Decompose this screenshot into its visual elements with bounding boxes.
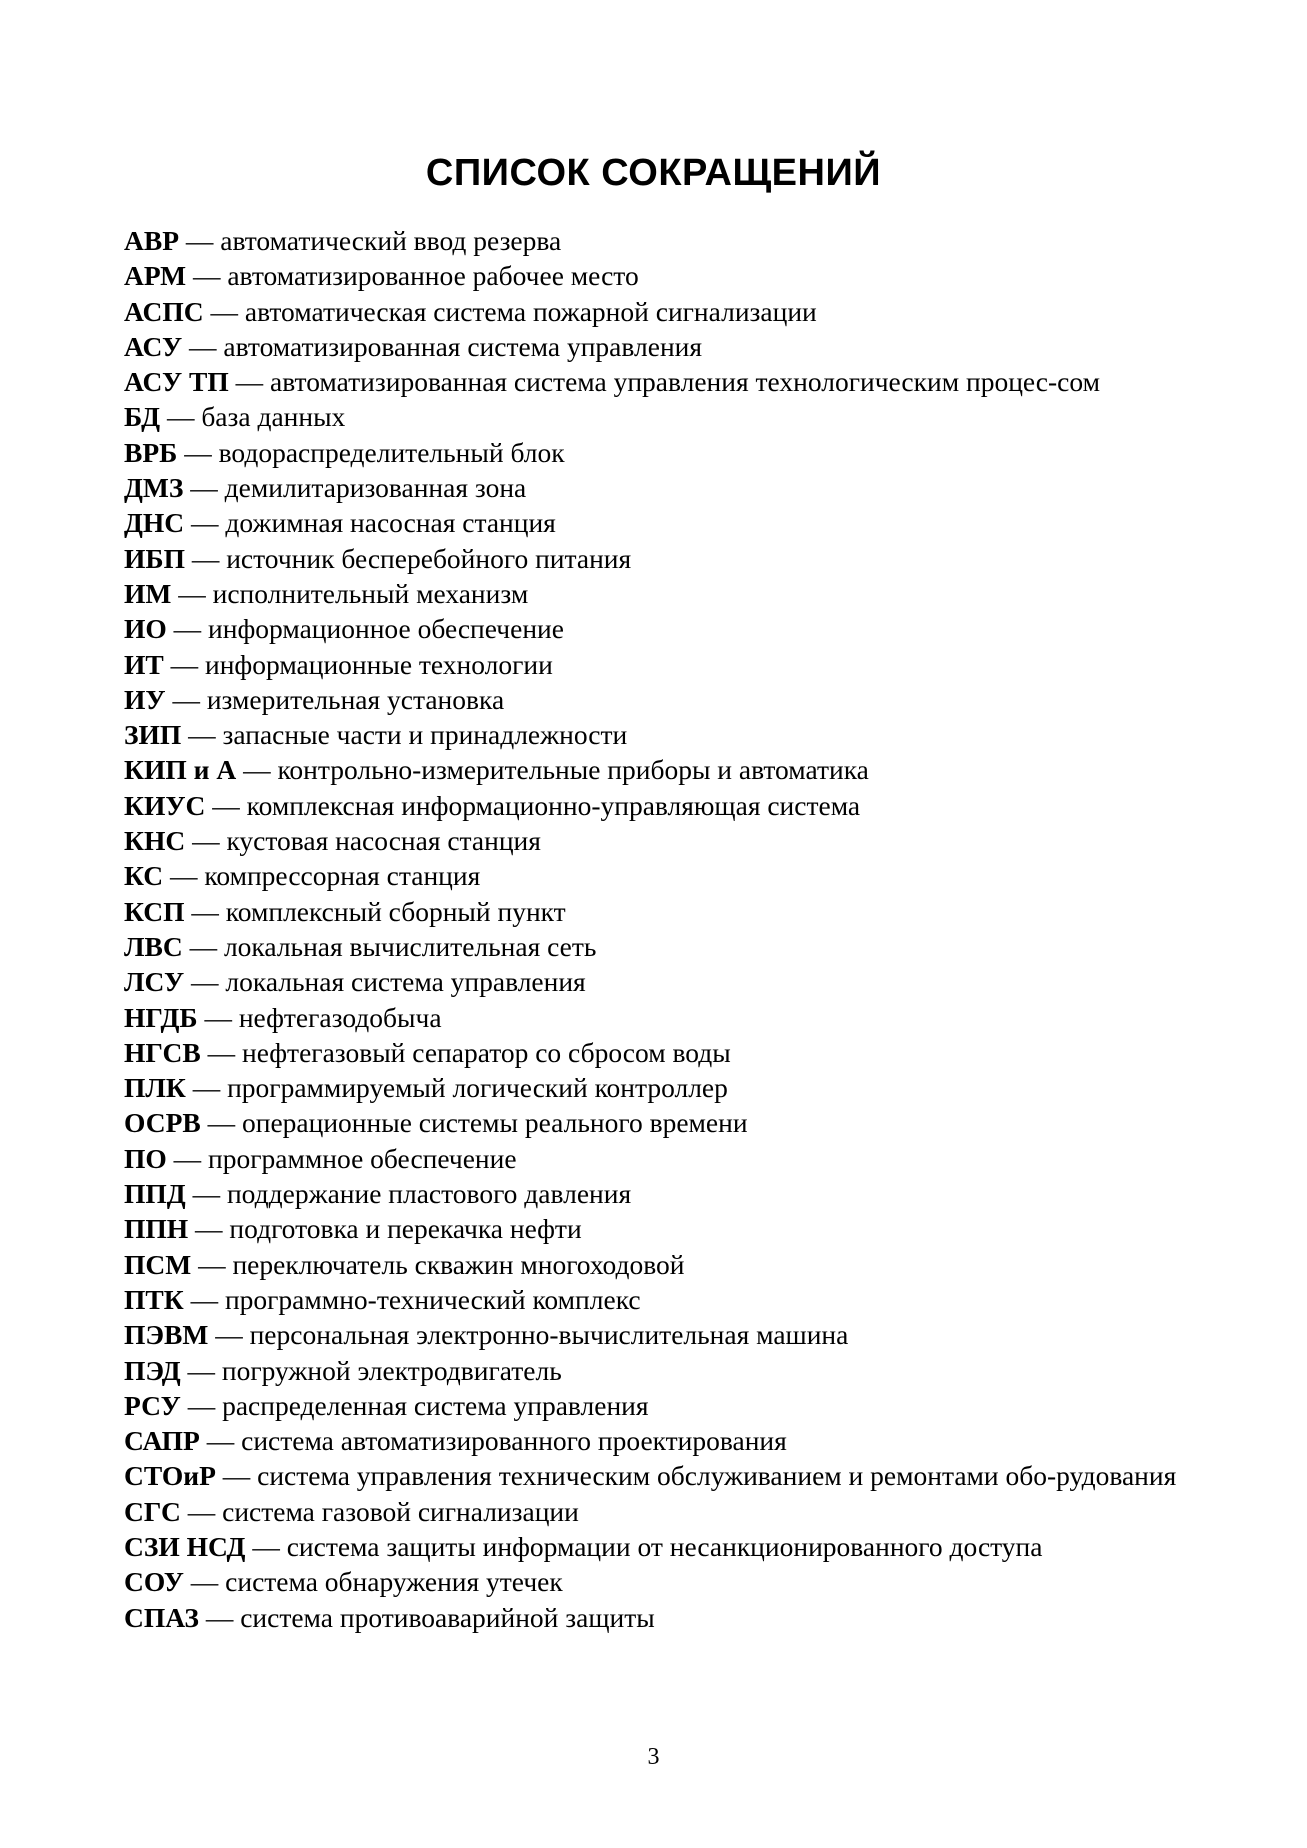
abbreviation-term: ЗИП — [124, 719, 182, 751]
page-number: 3 — [647, 1744, 660, 1770]
abbreviation-term: ОСРВ — [124, 1107, 201, 1139]
em-dash-separator: — — [182, 330, 224, 362]
abbreviation-definition: операционные системы реального времени — [241, 1107, 748, 1139]
em-dash-separator: — — [197, 1001, 239, 1033]
abbreviation-definition: демилитаризованная зона — [224, 472, 527, 504]
abbreviation-definition: автоматизированное рабочее место — [227, 260, 639, 292]
em-dash-separator: — — [179, 225, 221, 256]
abbreviation-list — [124, 223, 1184, 1635]
abbreviation-entry — [124, 1070, 1184, 1105]
abbreviation-definition: программное обеспечение — [208, 1142, 517, 1174]
em-dash-separator: — — [199, 1425, 242, 1457]
abbreviation-entry — [124, 1494, 1184, 1529]
abbreviation-entry — [124, 682, 1184, 717]
abbreviation-term: ПЭВМ — [124, 1319, 209, 1351]
abbreviation-entry — [124, 470, 1184, 505]
abbreviation-term: КС — [124, 860, 164, 892]
abbreviation-definition: информационное обеспечение — [208, 613, 564, 645]
abbreviation-definition: система автоматизированного проектирования — [241, 1425, 787, 1457]
abbreviation-definition: автоматизированная система управления — [223, 330, 703, 362]
abbreviation-term: НГДБ — [124, 1001, 198, 1033]
abbreviation-definition: компрессорная станция — [204, 860, 481, 892]
em-dash-separator: — — [180, 1495, 223, 1527]
abbreviation-definition: автоматическая система пожарной сигнализации — [244, 295, 817, 327]
abbreviation-definition: запасные части и принадлежности — [222, 719, 628, 751]
abbreviation-entry — [124, 1564, 1184, 1599]
abbreviation-term: СПАЗ — [124, 1601, 199, 1633]
em-dash-separator: — — [184, 895, 226, 927]
abbreviation-entry — [124, 1211, 1184, 1246]
abbreviation-term: ЛВС — [124, 930, 183, 962]
em-dash-separator: — — [185, 825, 227, 857]
abbreviation-entry — [124, 1000, 1184, 1035]
em-dash-separator: — — [163, 648, 205, 680]
abbreviation-entry — [124, 1458, 1184, 1493]
abbreviation-definition: программируемый логический контроллер — [227, 1072, 728, 1104]
abbreviation-term: СОУ — [124, 1566, 184, 1598]
abbreviation-entry — [124, 329, 1184, 364]
abbreviation-definition: кустовая насосная станция — [226, 825, 541, 857]
em-dash-separator: — — [182, 930, 224, 962]
abbreviation-entry — [124, 223, 1184, 258]
em-dash-separator: — — [200, 1107, 242, 1139]
em-dash-separator: — — [185, 1072, 228, 1104]
em-dash-separator: — — [166, 1142, 209, 1174]
em-dash-separator: — — [180, 1389, 223, 1421]
abbreviation-term: ВРБ — [124, 436, 178, 468]
abbreviation-entry — [124, 399, 1184, 434]
em-dash-separator: — — [183, 1566, 226, 1598]
abbreviation-definition: контрольно-измерительные приборы и автоматика — [277, 754, 869, 786]
em-dash-separator: — — [184, 966, 226, 998]
em-dash-separator: — — [186, 260, 228, 292]
abbreviation-term: ИТ — [124, 648, 164, 680]
abbreviation-definition: комплексная информационно-управляющая система — [246, 789, 861, 821]
abbreviation-definition: нефтегазодобыча — [238, 1001, 442, 1033]
abbreviation-term: ПЛК — [124, 1072, 186, 1104]
abbreviation-term: ПСМ — [124, 1248, 192, 1280]
abbreviation-term: ЛСУ — [124, 966, 185, 998]
abbreviation-term: ДМЗ — [124, 472, 184, 504]
em-dash-separator: — — [200, 1036, 242, 1068]
abbreviation-entry — [124, 717, 1184, 752]
em-dash-separator: — — [205, 789, 247, 821]
abbreviation-term: АСУ ТП — [124, 366, 229, 398]
abbreviation-term: АВР — [124, 225, 179, 256]
abbreviation-definition: источник бесперебойного питания — [226, 542, 632, 574]
abbreviation-term: ППД — [124, 1178, 186, 1210]
abbreviation-term: РСУ — [124, 1389, 181, 1421]
abbreviation-term: АСУ — [124, 330, 183, 362]
abbreviation-term: ИО — [124, 613, 167, 645]
abbreviation-definition: комплексный сборный пункт — [225, 895, 566, 927]
abbreviation-entry — [124, 435, 1184, 470]
abbreviation-definition: локальная система управления — [225, 966, 586, 998]
em-dash-separator: — — [181, 719, 223, 751]
em-dash-separator: — — [184, 542, 227, 574]
abbreviation-entry — [124, 1035, 1184, 1070]
abbreviation-definition: информационные технологии — [204, 648, 553, 680]
abbreviation-entry — [124, 576, 1184, 611]
abbreviation-entry — [124, 823, 1184, 858]
em-dash-separator: — — [183, 472, 225, 504]
em-dash-separator: — — [160, 401, 202, 433]
abbreviation-entry — [124, 752, 1184, 787]
abbreviation-definition: автоматизированная система управления технологическим процес-сом — [270, 366, 1100, 398]
em-dash-separator: — — [183, 1283, 225, 1315]
em-dash-separator: — — [165, 683, 207, 715]
abbreviation-term: БД — [124, 401, 161, 433]
abbreviation-definition: система защиты информации от несанкционированного доступа — [286, 1530, 1043, 1562]
abbreviation-term: ДНС — [124, 507, 185, 539]
em-dash-separator: — — [166, 613, 209, 645]
abbreviation-entry — [124, 894, 1184, 929]
em-dash-separator: — — [245, 1530, 287, 1562]
abbreviation-entry — [124, 788, 1184, 823]
page-title: СПИСОК СОКРАЩЕНИЙ — [425, 152, 882, 194]
abbreviation-entry — [124, 858, 1184, 893]
abbreviation-term: СТОиР — [124, 1460, 216, 1492]
abbreviation-term: ПТК — [124, 1283, 184, 1315]
abbreviation-term: СГС — [124, 1495, 181, 1527]
abbreviation-entry — [124, 1317, 1184, 1352]
abbreviation-definition: нефтегазовый сепаратор со сбросом воды — [241, 1036, 731, 1068]
em-dash-separator: — — [171, 577, 213, 609]
abbreviation-entry — [124, 1353, 1184, 1388]
abbreviation-entry — [124, 1141, 1184, 1176]
abbreviation-term: ПЭД — [124, 1354, 181, 1386]
abbreviation-definition: погружной электродвигатель — [221, 1354, 562, 1386]
abbreviation-term: АРМ — [124, 260, 187, 292]
abbreviation-entry — [124, 258, 1184, 293]
em-dash-separator: — — [198, 1601, 241, 1633]
abbreviation-term: ППН — [124, 1213, 189, 1245]
abbreviation-definition: переключатель скважин многоходовой — [232, 1248, 685, 1280]
abbreviation-entry — [124, 929, 1184, 964]
abbreviation-term: ИУ — [124, 683, 166, 715]
abbreviation-entry — [124, 1423, 1184, 1458]
em-dash-separator: — — [163, 860, 205, 892]
abbreviation-definition: исполнительный механизм — [212, 577, 529, 609]
em-dash-separator: — — [185, 1178, 227, 1210]
em-dash-separator: — — [180, 1354, 222, 1386]
em-dash-separator: — — [191, 1248, 233, 1280]
abbreviation-entry — [124, 294, 1184, 329]
abbreviation-term: КНС — [124, 825, 186, 857]
abbreviation-term: ИБП — [124, 542, 185, 574]
abbreviation-definition: водораспределительный блок — [218, 436, 565, 468]
abbreviation-entry — [124, 611, 1184, 646]
em-dash-separator: — — [203, 295, 245, 327]
abbreviation-entry — [124, 1529, 1184, 1564]
abbreviation-term: СЗИ НСД — [124, 1530, 246, 1562]
abbreviation-definition: система газовой сигнализации — [222, 1495, 579, 1527]
abbreviation-definition: измерительная установка — [206, 683, 505, 715]
abbreviation-term: КИУС — [124, 789, 206, 821]
abbreviation-definition: программно-технический комплекс — [224, 1283, 641, 1315]
abbreviation-entry — [124, 1105, 1184, 1140]
em-dash-separator: — — [177, 436, 219, 468]
abbreviation-term: ПО — [124, 1142, 167, 1174]
abbreviation-definition: база данных — [201, 401, 346, 433]
abbreviation-term: НГСВ — [124, 1036, 201, 1068]
abbreviation-definition: система обнаружения утечек — [225, 1566, 563, 1598]
abbreviation-entry — [124, 1247, 1184, 1282]
abbreviation-entry — [124, 1176, 1184, 1211]
abbreviation-term: АСПС — [124, 295, 204, 327]
abbreviation-entry — [124, 505, 1184, 540]
abbreviation-definition: локальная вычислительная сеть — [223, 930, 597, 962]
em-dash-separator: — — [208, 1319, 250, 1351]
abbreviation-entry — [124, 364, 1184, 399]
abbreviation-definition: дожимная насосная станция — [225, 507, 556, 539]
em-dash-separator: — — [228, 366, 271, 398]
abbreviation-term: ИМ — [124, 577, 172, 609]
abbreviation-entry — [124, 1282, 1184, 1317]
abbreviation-term: КИП и А — [124, 754, 237, 786]
abbreviation-definition: система управления техническим обслуживанием и ремонтами обо-рудования — [257, 1460, 1177, 1492]
abbreviation-entry — [124, 964, 1184, 999]
abbreviation-term: САПР — [124, 1425, 200, 1457]
abbreviation-definition: система противоаварийной защиты — [240, 1601, 655, 1633]
em-dash-separator: — — [215, 1460, 258, 1492]
abbreviation-entry — [124, 647, 1184, 682]
abbreviation-definition: распределенная система управления — [222, 1389, 649, 1421]
abbreviation-entry — [124, 1600, 1184, 1635]
abbreviation-definition: автоматический ввод резерва — [220, 225, 562, 256]
em-dash-separator: — — [236, 754, 278, 786]
abbreviation-entry — [124, 541, 1184, 576]
abbreviation-definition: персональная электронно-вычислительная машина — [249, 1319, 849, 1351]
em-dash-separator: — — [184, 507, 226, 539]
abbreviation-definition: поддержание пластового давления — [226, 1178, 632, 1210]
abbreviation-definition: подготовка и перекачка нефти — [229, 1213, 582, 1245]
em-dash-separator: — — [188, 1213, 230, 1245]
abbreviation-entry — [124, 1388, 1184, 1423]
abbreviation-term: КСП — [124, 895, 185, 927]
